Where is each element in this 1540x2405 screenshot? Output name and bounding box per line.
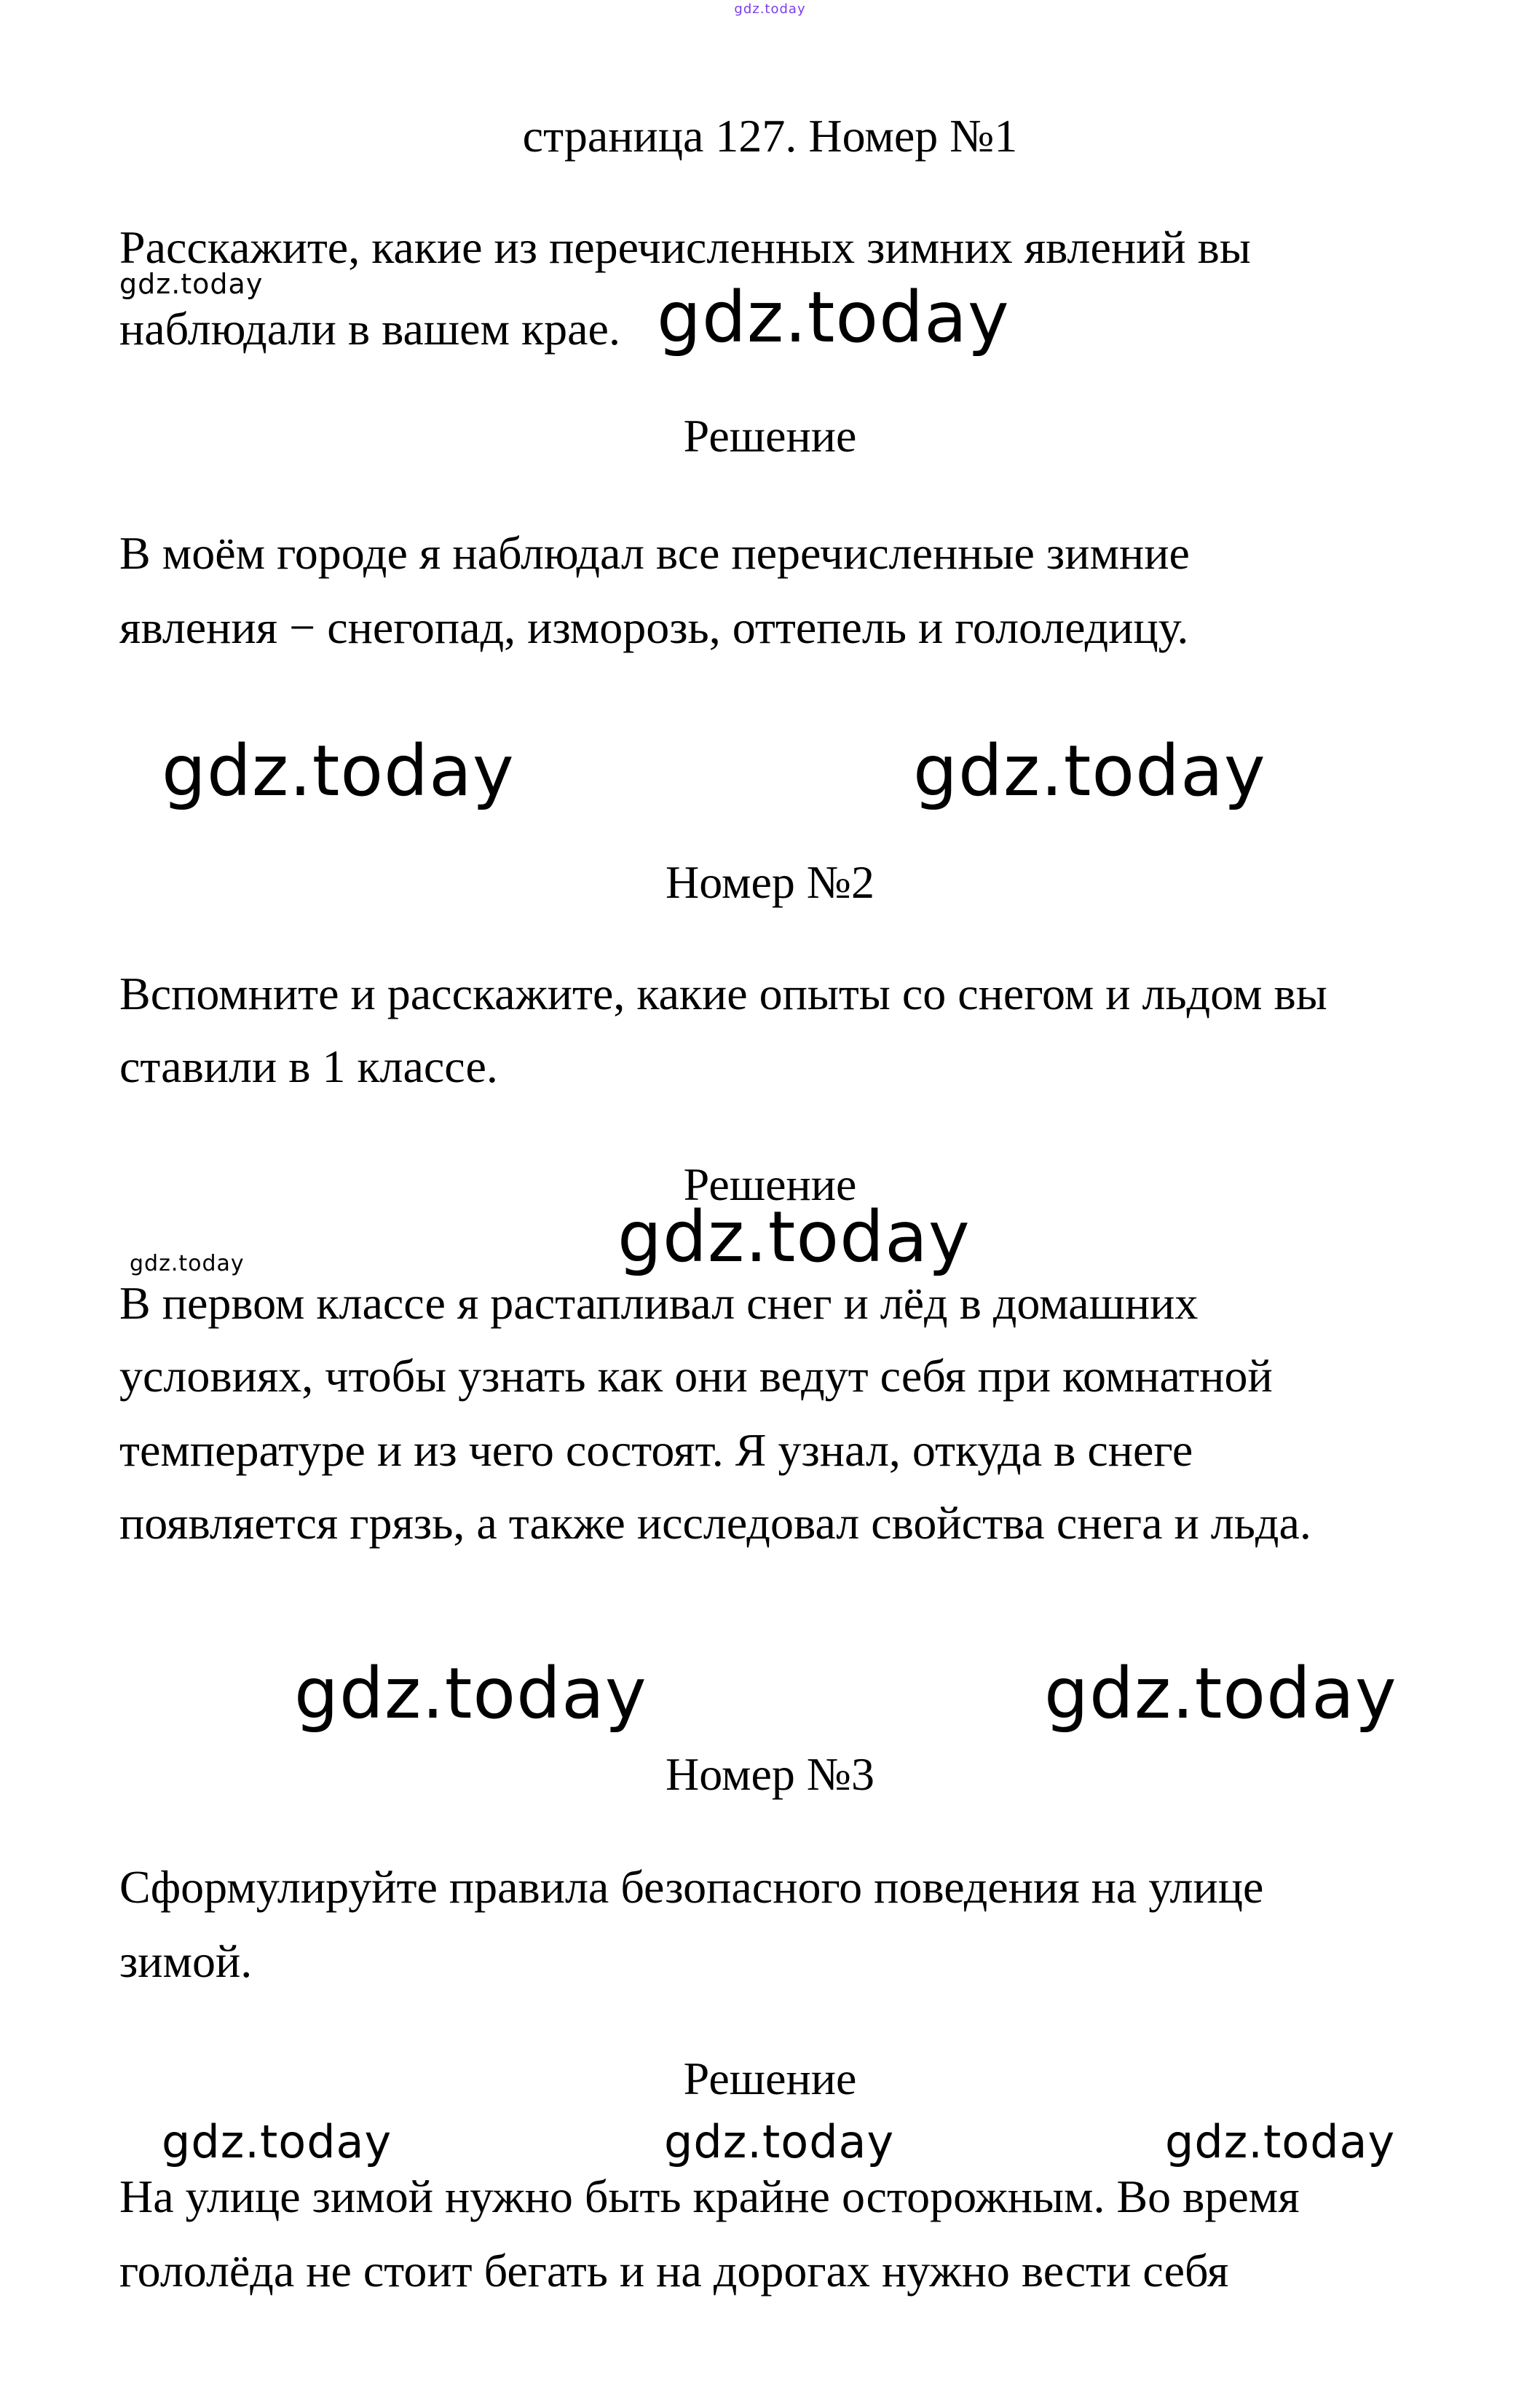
watermark-large: gdz.today bbox=[1044, 1653, 1397, 1734]
watermark-large: gdz.today bbox=[617, 1196, 971, 1278]
task2-solution-label: Решение bbox=[683, 1158, 857, 1210]
task3-question-line2: зимой. bbox=[119, 1935, 253, 1987]
task1-question-line1: Расскажите, какие из перечисленных зимних явлений вы bbox=[119, 221, 1251, 273]
task1-answer-line2: явления − снегопад, изморозь, оттепель и гололедицу. bbox=[119, 601, 1189, 653]
task3-answer-line1: На улице зимой нужно быть крайне осторожным. Во время bbox=[119, 2171, 1300, 2222]
watermark-medium: gdz.today bbox=[1165, 2115, 1396, 2168]
task2-heading: Номер №2 bbox=[666, 856, 874, 908]
task2-answer-line2: условиях, чтобы узнать как они ведут себя при комнатной bbox=[119, 1350, 1273, 1402]
watermark-large: gdz.today bbox=[913, 730, 1266, 812]
page-heading: страница 127. Номер №1 bbox=[522, 110, 1018, 162]
task2-question-line1: Вспомните и расскажите, какие опыты со снегом и льдом вы bbox=[119, 968, 1327, 1019]
watermark-large: gdz.today bbox=[162, 730, 515, 812]
watermark-top: gdz.today bbox=[734, 1, 806, 17]
task3-answer-line2: гололёда не стоит бегать и на дорогах нужно вести себя bbox=[119, 2245, 1229, 2297]
task1-question-line2: наблюдали в вашем крае. bbox=[119, 303, 620, 355]
task2-answer-line4: появляется грязь, а также исследовал свойства снега и льда. bbox=[119, 1497, 1311, 1549]
task1-answer-line1: В моём городе я наблюдал все перечисленные зимние bbox=[119, 527, 1190, 579]
task2-answer-line1: В первом классе я растапливал снег и лёд в домашних bbox=[119, 1277, 1199, 1329]
watermark-medium: gdz.today bbox=[664, 2115, 895, 2168]
task3-solution-label: Решение bbox=[683, 2053, 857, 2104]
task3-question-line1: Сформулируйте правила безопасного поведения на улице bbox=[119, 1861, 1264, 1913]
watermark-medium: gdz.today bbox=[162, 2115, 392, 2168]
task2-answer-line3: температуре и из чего состоят. Я узнал, откуда в снеге bbox=[119, 1424, 1193, 1476]
task1-solution-label: Решение bbox=[683, 410, 857, 462]
watermark-small: gdz.today bbox=[130, 1251, 245, 1276]
task2-question-line2: ставили в 1 классе. bbox=[119, 1040, 498, 1092]
watermark-large: gdz.today bbox=[657, 277, 1010, 358]
watermark-large: gdz.today bbox=[294, 1653, 647, 1734]
task3-heading: Номер №3 bbox=[666, 1748, 874, 1800]
watermark-small: gdz.today bbox=[119, 268, 264, 300]
